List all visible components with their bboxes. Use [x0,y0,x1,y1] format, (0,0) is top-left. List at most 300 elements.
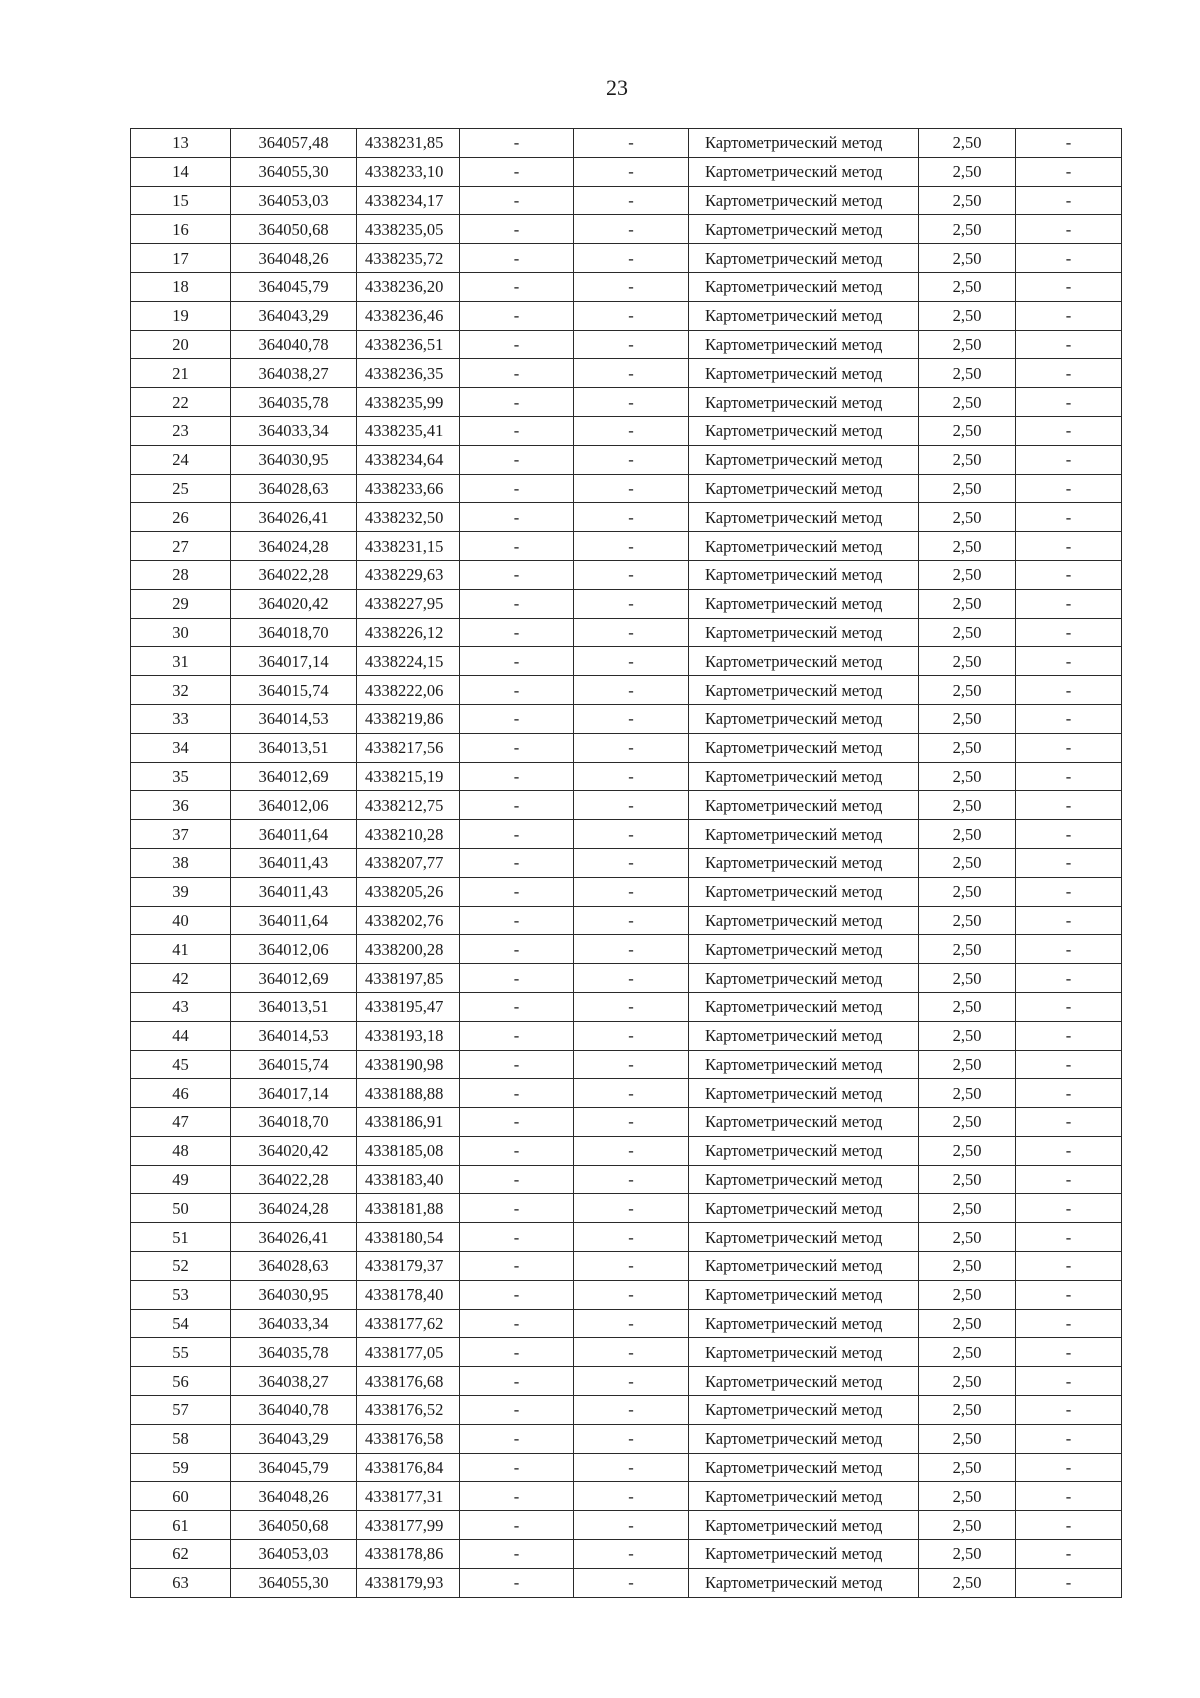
point-number-cell: 38 [131,848,231,877]
point-number-cell: 25 [131,474,231,503]
empty-cell-a: - [460,762,574,791]
empty-cell-c: - [1016,877,1122,906]
method-cell: Картометрический метод [689,820,919,849]
accuracy-cell: 2,50 [919,1396,1016,1425]
accuracy-cell: 2,50 [919,215,1016,244]
accuracy-cell: 2,50 [919,1309,1016,1338]
x-coordinate-cell: 364011,64 [231,906,357,935]
empty-cell-c: - [1016,1021,1122,1050]
empty-cell-b: - [574,820,689,849]
x-coordinate-cell: 364018,70 [231,618,357,647]
method-cell: Картометрический метод [689,503,919,532]
accuracy-cell: 2,50 [919,560,1016,589]
empty-cell-c: - [1016,1453,1122,1482]
y-coordinate-cell: 4338215,19 [357,762,460,791]
table-row [131,964,1122,993]
accuracy-cell: 2,50 [919,1367,1016,1396]
empty-cell-a: - [460,215,574,244]
table-row [131,503,1122,532]
accuracy-cell: 2,50 [919,964,1016,993]
x-coordinate-cell: 364033,34 [231,416,357,445]
table-row [131,1079,1122,1108]
empty-cell-a: - [460,301,574,330]
empty-cell-b: - [574,1021,689,1050]
empty-cell-b: - [574,935,689,964]
table-row [131,388,1122,417]
accuracy-cell: 2,50 [919,1453,1016,1482]
empty-cell-a: - [460,1367,574,1396]
table-row [131,820,1122,849]
empty-cell-b: - [574,416,689,445]
point-number-cell: 55 [131,1338,231,1367]
empty-cell-a: - [460,1424,574,1453]
point-number-cell: 20 [131,330,231,359]
x-coordinate-cell: 364045,79 [231,1453,357,1482]
point-number-cell: 48 [131,1136,231,1165]
x-coordinate-cell: 364012,06 [231,791,357,820]
empty-cell-b: - [574,589,689,618]
point-number-cell: 46 [131,1079,231,1108]
table-row [131,215,1122,244]
empty-cell-c: - [1016,935,1122,964]
method-cell: Картометрический метод [689,733,919,762]
empty-cell-c: - [1016,1511,1122,1540]
y-coordinate-cell: 4338181,88 [357,1194,460,1223]
empty-cell-c: - [1016,1108,1122,1137]
empty-cell-b: - [574,388,689,417]
x-coordinate-cell: 364053,03 [231,1540,357,1569]
table-row [131,560,1122,589]
x-coordinate-cell: 364015,74 [231,1050,357,1079]
y-coordinate-cell: 4338226,12 [357,618,460,647]
method-cell: Картометрический метод [689,1252,919,1281]
point-number-cell: 44 [131,1021,231,1050]
empty-cell-a: - [460,1482,574,1511]
point-number-cell: 60 [131,1482,231,1511]
empty-cell-b: - [574,1223,689,1252]
point-number-cell: 29 [131,589,231,618]
point-number-cell: 57 [131,1396,231,1425]
empty-cell-c: - [1016,1424,1122,1453]
x-coordinate-cell: 364033,34 [231,1309,357,1338]
empty-cell-b: - [574,445,689,474]
x-coordinate-cell: 364038,27 [231,359,357,388]
accuracy-cell: 2,50 [919,330,1016,359]
y-coordinate-cell: 4338233,10 [357,157,460,186]
method-cell: Картометрический метод [689,1338,919,1367]
accuracy-cell: 2,50 [919,244,1016,273]
method-cell: Картометрический метод [689,244,919,273]
point-number-cell: 21 [131,359,231,388]
table-row [131,935,1122,964]
method-cell: Картометрический метод [689,1568,919,1597]
empty-cell-a: - [460,906,574,935]
point-number-cell: 24 [131,445,231,474]
point-number-cell: 17 [131,244,231,273]
x-coordinate-cell: 364040,78 [231,330,357,359]
point-number-cell: 22 [131,388,231,417]
point-number-cell: 39 [131,877,231,906]
point-number-cell: 47 [131,1108,231,1137]
empty-cell-a: - [460,1568,574,1597]
empty-cell-b: - [574,1194,689,1223]
y-coordinate-cell: 4338234,17 [357,186,460,215]
point-number-cell: 56 [131,1367,231,1396]
empty-cell-c: - [1016,1338,1122,1367]
y-coordinate-cell: 4338235,05 [357,215,460,244]
y-coordinate-cell: 4338232,50 [357,503,460,532]
accuracy-cell: 2,50 [919,416,1016,445]
empty-cell-b: - [574,129,689,158]
y-coordinate-cell: 4338195,47 [357,992,460,1021]
table-row [131,1194,1122,1223]
method-cell: Картометрический метод [689,330,919,359]
y-coordinate-cell: 4338227,95 [357,589,460,618]
accuracy-cell: 2,50 [919,1021,1016,1050]
empty-cell-c: - [1016,1309,1122,1338]
x-coordinate-cell: 364040,78 [231,1396,357,1425]
empty-cell-b: - [574,733,689,762]
table-row [131,272,1122,301]
empty-cell-a: - [460,272,574,301]
accuracy-cell: 2,50 [919,503,1016,532]
table-row [131,676,1122,705]
x-coordinate-cell: 364024,28 [231,532,357,561]
point-number-cell: 52 [131,1252,231,1281]
empty-cell-b: - [574,157,689,186]
table-row [131,474,1122,503]
empty-cell-c: - [1016,157,1122,186]
accuracy-cell: 2,50 [919,704,1016,733]
method-cell: Картометрический метод [689,359,919,388]
accuracy-cell: 2,50 [919,820,1016,849]
empty-cell-c: - [1016,560,1122,589]
empty-cell-b: - [574,964,689,993]
empty-cell-c: - [1016,589,1122,618]
empty-cell-c: - [1016,848,1122,877]
accuracy-cell: 2,50 [919,1050,1016,1079]
method-cell: Картометрический метод [689,1194,919,1223]
table-row [131,1050,1122,1079]
accuracy-cell: 2,50 [919,359,1016,388]
empty-cell-c: - [1016,1223,1122,1252]
empty-cell-c: - [1016,1136,1122,1165]
accuracy-cell: 2,50 [919,388,1016,417]
empty-cell-a: - [460,1108,574,1137]
empty-cell-c: - [1016,1280,1122,1309]
empty-cell-b: - [574,244,689,273]
y-coordinate-cell: 4338179,37 [357,1252,460,1281]
empty-cell-c: - [1016,244,1122,273]
accuracy-cell: 2,50 [919,1540,1016,1569]
table-row [131,1108,1122,1137]
y-coordinate-cell: 4338212,75 [357,791,460,820]
y-coordinate-cell: 4338185,08 [357,1136,460,1165]
table-row [131,532,1122,561]
empty-cell-a: - [460,848,574,877]
y-coordinate-cell: 4338177,99 [357,1511,460,1540]
method-cell: Картометрический метод [689,877,919,906]
x-coordinate-cell: 364038,27 [231,1367,357,1396]
method-cell: Картометрический метод [689,474,919,503]
y-coordinate-cell: 4338197,85 [357,964,460,993]
method-cell: Картометрический метод [689,848,919,877]
empty-cell-a: - [460,1280,574,1309]
point-number-cell: 35 [131,762,231,791]
method-cell: Картометрический метод [689,647,919,676]
empty-cell-c: - [1016,1252,1122,1281]
empty-cell-a: - [460,445,574,474]
empty-cell-b: - [574,676,689,705]
point-number-cell: 19 [131,301,231,330]
empty-cell-b: - [574,992,689,1021]
empty-cell-c: - [1016,1194,1122,1223]
empty-cell-b: - [574,1309,689,1338]
table-row [131,301,1122,330]
y-coordinate-cell: 4338229,63 [357,560,460,589]
method-cell: Картометрический метод [689,762,919,791]
y-coordinate-cell: 4338217,56 [357,733,460,762]
empty-cell-a: - [460,1136,574,1165]
x-coordinate-cell: 364048,26 [231,1482,357,1511]
empty-cell-b: - [574,1252,689,1281]
accuracy-cell: 2,50 [919,618,1016,647]
empty-cell-b: - [574,1338,689,1367]
empty-cell-c: - [1016,186,1122,215]
method-cell: Картометрический метод [689,157,919,186]
accuracy-cell: 2,50 [919,1511,1016,1540]
empty-cell-c: - [1016,762,1122,791]
point-number-cell: 37 [131,820,231,849]
x-coordinate-cell: 364017,14 [231,647,357,676]
y-coordinate-cell: 4338193,18 [357,1021,460,1050]
empty-cell-c: - [1016,503,1122,532]
y-coordinate-cell: 4338236,46 [357,301,460,330]
accuracy-cell: 2,50 [919,1194,1016,1223]
empty-cell-b: - [574,1511,689,1540]
x-coordinate-cell: 364017,14 [231,1079,357,1108]
empty-cell-c: - [1016,388,1122,417]
method-cell: Картометрический метод [689,589,919,618]
x-coordinate-cell: 364011,43 [231,877,357,906]
x-coordinate-cell: 364030,95 [231,445,357,474]
empty-cell-a: - [460,992,574,1021]
x-coordinate-cell: 364013,51 [231,992,357,1021]
x-coordinate-cell: 364028,63 [231,474,357,503]
empty-cell-c: - [1016,359,1122,388]
table-row [131,848,1122,877]
empty-cell-a: - [460,820,574,849]
table-row [131,733,1122,762]
empty-cell-b: - [574,1136,689,1165]
y-coordinate-cell: 4338233,66 [357,474,460,503]
empty-cell-a: - [460,676,574,705]
empty-cell-a: - [460,359,574,388]
accuracy-cell: 2,50 [919,186,1016,215]
empty-cell-b: - [574,1108,689,1137]
y-coordinate-cell: 4338236,35 [357,359,460,388]
empty-cell-b: - [574,1280,689,1309]
table-row [131,1568,1122,1597]
empty-cell-b: - [574,301,689,330]
y-coordinate-cell: 4338176,84 [357,1453,460,1482]
empty-cell-a: - [460,157,574,186]
point-number-cell: 41 [131,935,231,964]
y-coordinate-cell: 4338200,28 [357,935,460,964]
accuracy-cell: 2,50 [919,272,1016,301]
x-coordinate-cell: 364022,28 [231,1165,357,1194]
table-row [131,791,1122,820]
empty-cell-b: - [574,1482,689,1511]
y-coordinate-cell: 4338235,72 [357,244,460,273]
accuracy-cell: 2,50 [919,877,1016,906]
empty-cell-b: - [574,503,689,532]
point-number-cell: 58 [131,1424,231,1453]
y-coordinate-cell: 4338176,68 [357,1367,460,1396]
accuracy-cell: 2,50 [919,848,1016,877]
empty-cell-a: - [460,560,574,589]
method-cell: Картометрический метод [689,1223,919,1252]
empty-cell-b: - [574,359,689,388]
coordinates-table [130,128,1122,1598]
x-coordinate-cell: 364026,41 [231,503,357,532]
empty-cell-a: - [460,330,574,359]
method-cell: Картометрический метод [689,618,919,647]
table-row [131,445,1122,474]
empty-cell-b: - [574,762,689,791]
empty-cell-b: - [574,272,689,301]
point-number-cell: 16 [131,215,231,244]
point-number-cell: 59 [131,1453,231,1482]
x-coordinate-cell: 364011,43 [231,848,357,877]
empty-cell-a: - [460,532,574,561]
empty-cell-c: - [1016,129,1122,158]
accuracy-cell: 2,50 [919,1079,1016,1108]
empty-cell-a: - [460,647,574,676]
x-coordinate-cell: 364050,68 [231,215,357,244]
empty-cell-b: - [574,1165,689,1194]
point-number-cell: 31 [131,647,231,676]
method-cell: Картометрический метод [689,1396,919,1425]
table-row [131,618,1122,647]
empty-cell-c: - [1016,1482,1122,1511]
empty-cell-a: - [460,1021,574,1050]
y-coordinate-cell: 4338178,40 [357,1280,460,1309]
accuracy-cell: 2,50 [919,1338,1016,1367]
table-row [131,1136,1122,1165]
empty-cell-a: - [460,1165,574,1194]
y-coordinate-cell: 4338186,91 [357,1108,460,1137]
table-row [131,416,1122,445]
empty-cell-c: - [1016,272,1122,301]
empty-cell-a: - [460,1540,574,1569]
method-cell: Картометрический метод [689,1165,919,1194]
empty-cell-b: - [574,1540,689,1569]
x-coordinate-cell: 364050,68 [231,1511,357,1540]
x-coordinate-cell: 364043,29 [231,1424,357,1453]
y-coordinate-cell: 4338236,51 [357,330,460,359]
table-row [131,1309,1122,1338]
method-cell: Картометрический метод [689,1511,919,1540]
empty-cell-a: - [460,877,574,906]
empty-cell-c: - [1016,1568,1122,1597]
empty-cell-a: - [460,791,574,820]
method-cell: Картометрический метод [689,129,919,158]
y-coordinate-cell: 4338180,54 [357,1223,460,1252]
y-coordinate-cell: 4338183,40 [357,1165,460,1194]
accuracy-cell: 2,50 [919,992,1016,1021]
empty-cell-b: - [574,474,689,503]
method-cell: Картометрический метод [689,272,919,301]
method-cell: Картометрический метод [689,388,919,417]
point-number-cell: 27 [131,532,231,561]
x-coordinate-cell: 364014,53 [231,1021,357,1050]
empty-cell-c: - [1016,301,1122,330]
method-cell: Картометрический метод [689,1108,919,1137]
method-cell: Картометрический метод [689,1280,919,1309]
table-row [131,1021,1122,1050]
empty-cell-c: - [1016,791,1122,820]
table-row [131,1482,1122,1511]
method-cell: Картометрический метод [689,1021,919,1050]
x-coordinate-cell: 364020,42 [231,589,357,618]
method-cell: Картометрический метод [689,1453,919,1482]
empty-cell-b: - [574,704,689,733]
point-number-cell: 23 [131,416,231,445]
table-row [131,1165,1122,1194]
x-coordinate-cell: 364013,51 [231,733,357,762]
point-number-cell: 42 [131,964,231,993]
accuracy-cell: 2,50 [919,589,1016,618]
empty-cell-a: - [460,474,574,503]
empty-cell-a: - [460,618,574,647]
x-coordinate-cell: 364024,28 [231,1194,357,1223]
x-coordinate-cell: 364014,53 [231,704,357,733]
empty-cell-c: - [1016,1367,1122,1396]
accuracy-cell: 2,50 [919,157,1016,186]
method-cell: Картометрический метод [689,791,919,820]
y-coordinate-cell: 4338188,88 [357,1079,460,1108]
empty-cell-b: - [574,791,689,820]
point-number-cell: 36 [131,791,231,820]
empty-cell-a: - [460,704,574,733]
x-coordinate-cell: 364035,78 [231,1338,357,1367]
method-cell: Картометрический метод [689,1050,919,1079]
point-number-cell: 53 [131,1280,231,1309]
empty-cell-c: - [1016,964,1122,993]
point-number-cell: 62 [131,1540,231,1569]
accuracy-cell: 2,50 [919,445,1016,474]
point-number-cell: 40 [131,906,231,935]
accuracy-cell: 2,50 [919,532,1016,561]
empty-cell-a: - [460,1252,574,1281]
empty-cell-a: - [460,589,574,618]
empty-cell-a: - [460,1309,574,1338]
accuracy-cell: 2,50 [919,762,1016,791]
table-row [131,1511,1122,1540]
point-number-cell: 50 [131,1194,231,1223]
empty-cell-b: - [574,1367,689,1396]
empty-cell-b: - [574,647,689,676]
empty-cell-c: - [1016,1540,1122,1569]
table-row [131,1453,1122,1482]
empty-cell-a: - [460,964,574,993]
y-coordinate-cell: 4338224,15 [357,647,460,676]
empty-cell-b: - [574,330,689,359]
table-row [131,589,1122,618]
y-coordinate-cell: 4338231,85 [357,129,460,158]
point-number-cell: 15 [131,186,231,215]
